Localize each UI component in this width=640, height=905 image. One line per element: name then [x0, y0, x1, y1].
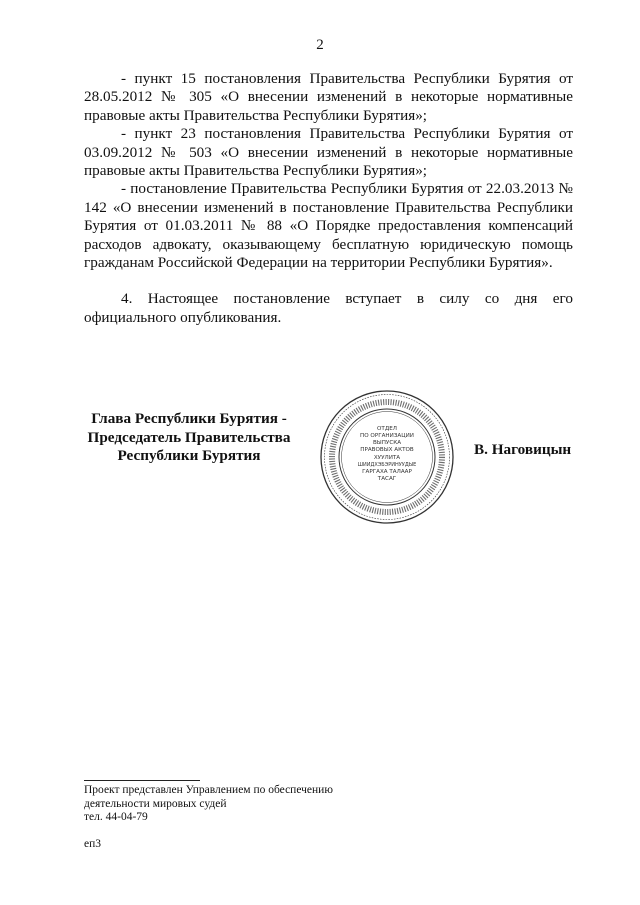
signatory-name: В. Наговицын [474, 441, 572, 458]
paragraph-effective-date: 4. Настоящее постановление вступает в силу со дня его официального опубликования. [84, 290, 573, 326]
seal-text-line: ПО ОРГАНИЗАЦИИ [360, 433, 414, 439]
signatory-title [84, 410, 294, 466]
signatory-title-line: Республики Бурятия [117, 447, 261, 465]
seal-text-line: ГАРГАХА ТАЛААР [362, 469, 412, 475]
seal-text-line: ХУУЛИТА [373, 455, 401, 461]
footer-divider [84, 780, 200, 781]
seal-text-line: ОТДЕЛ [377, 426, 397, 432]
footer-line: тел. 44-04-79 [84, 811, 148, 824]
footer-line: Проект представлен Управлением по обеспечению [84, 784, 333, 796]
signatory-title-line: Председатель Правительства [87, 428, 291, 446]
seal-text-line: ШИИДХЭБЭРИНУУДЫЕ [357, 462, 417, 468]
page-number: 2 [316, 37, 324, 53]
seal-text-line: ВЫПУСКА [372, 440, 402, 446]
seal-text-line: ТАСАГ [377, 476, 397, 482]
paragraph-item-23: - пункт 23 постановления Правительства Республики Бурятия от 03.09.2012 № 503 «О внесении изменений в некоторые нормативные правовые акты Правительства Республики Бурятия»; [84, 125, 573, 180]
footer-line: деятельности мировых судей [84, 797, 227, 810]
signatory-title-line: Глава Республики Бурятия - [91, 410, 287, 427]
seal-text-line: ПРАВОВЫХ АКТОВ [360, 447, 414, 453]
paragraph-resolution-142: - постановление Правительства Республики Бурятия от 22.03.2013 № 142 «О внесении изменений в постановление Правительства Республики Бурятия от 01.03.2011 № 88 «О Порядке предоставления компенсаций расходов адвокату, оказывающему бесплатную юридическую помощь гражданам Российской Федерации на территории Республики Бурятия». [84, 180, 573, 272]
paragraph-item-15: - пункт 15 постановления Правительства Республики Бурятия от 28.05.2012 № 305 «О внесении изменений в некоторые нормативные правовые акты Правительства Республики Бурятия»; [84, 70, 573, 124]
document-code: еп3 [84, 838, 102, 850]
official-seal [319, 389, 455, 525]
document-body [84, 70, 573, 327]
footer-note [84, 784, 333, 825]
